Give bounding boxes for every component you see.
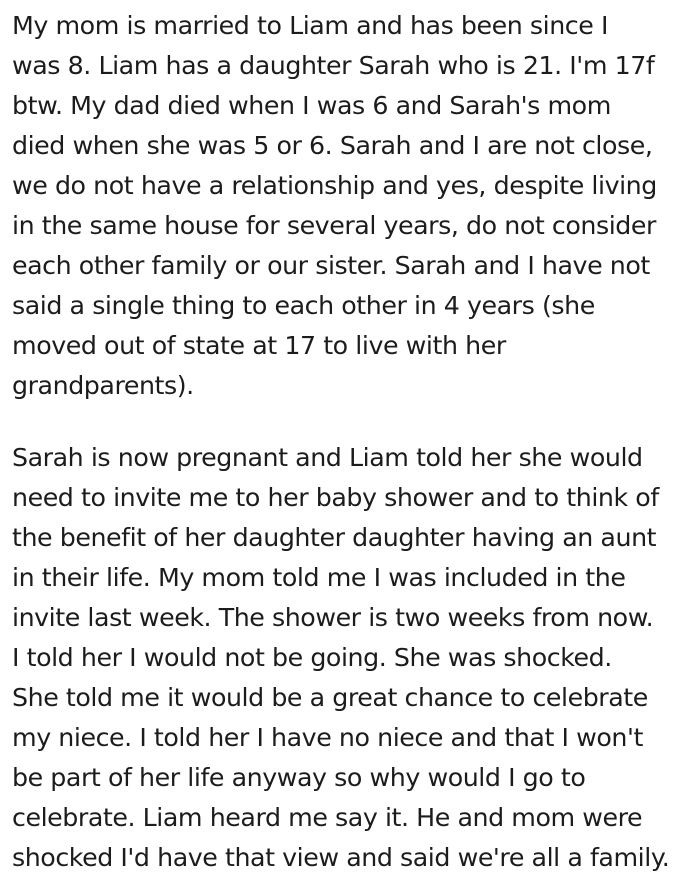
text-line: each other family or our sister. Sarah and I have not [12, 251, 650, 280]
text-line: btw. My dad died when I was 6 and Sarah's mom [12, 91, 611, 120]
text-line: Sarah is now pregnant and Liam told her she would [12, 443, 643, 472]
paragraph-2 [12, 438, 674, 878]
text-line: in their life. My mom told me I was included in the [12, 563, 626, 592]
text-line: My mom is married to Liam and has been since I [12, 11, 608, 40]
text-line: She told me it would be a great chance to celebrate [12, 683, 648, 712]
text-line: need to invite me to her baby shower and to think of [12, 483, 659, 512]
text-line: we do not have a relationship and yes, despite living [12, 171, 657, 200]
text-line: was 8. Liam has a daughter Sarah who is 21. I'm 17f [12, 51, 655, 80]
text-line: said a single thing to each other in 4 years (she [12, 291, 595, 320]
text-line: my niece. I told her I have no niece and that I won't [12, 723, 643, 752]
post-body [12, 6, 674, 878]
text-line: celebrate. Liam heard me say it. He and mom were [12, 803, 643, 832]
text-line: shocked I'd have that view and said we're all a family. [12, 843, 670, 872]
text-line: the benefit of her daughter daughter having an aunt [12, 523, 657, 552]
text-line: I told her I would not be going. She was shocked. [12, 643, 612, 672]
text-line: moved out of state at 17 to live with her [12, 331, 506, 360]
paragraph-1 [12, 6, 674, 406]
text-line: in the same house for several years, do not consider [12, 211, 656, 240]
text-line: grandparents). [12, 371, 194, 400]
text-line: be part of her life anyway so why would I go to [12, 763, 586, 792]
text-line: died when she was 5 or 6. Sarah and I are not close, [12, 131, 653, 160]
text-line: invite last week. The shower is two weeks from now. [12, 603, 654, 632]
